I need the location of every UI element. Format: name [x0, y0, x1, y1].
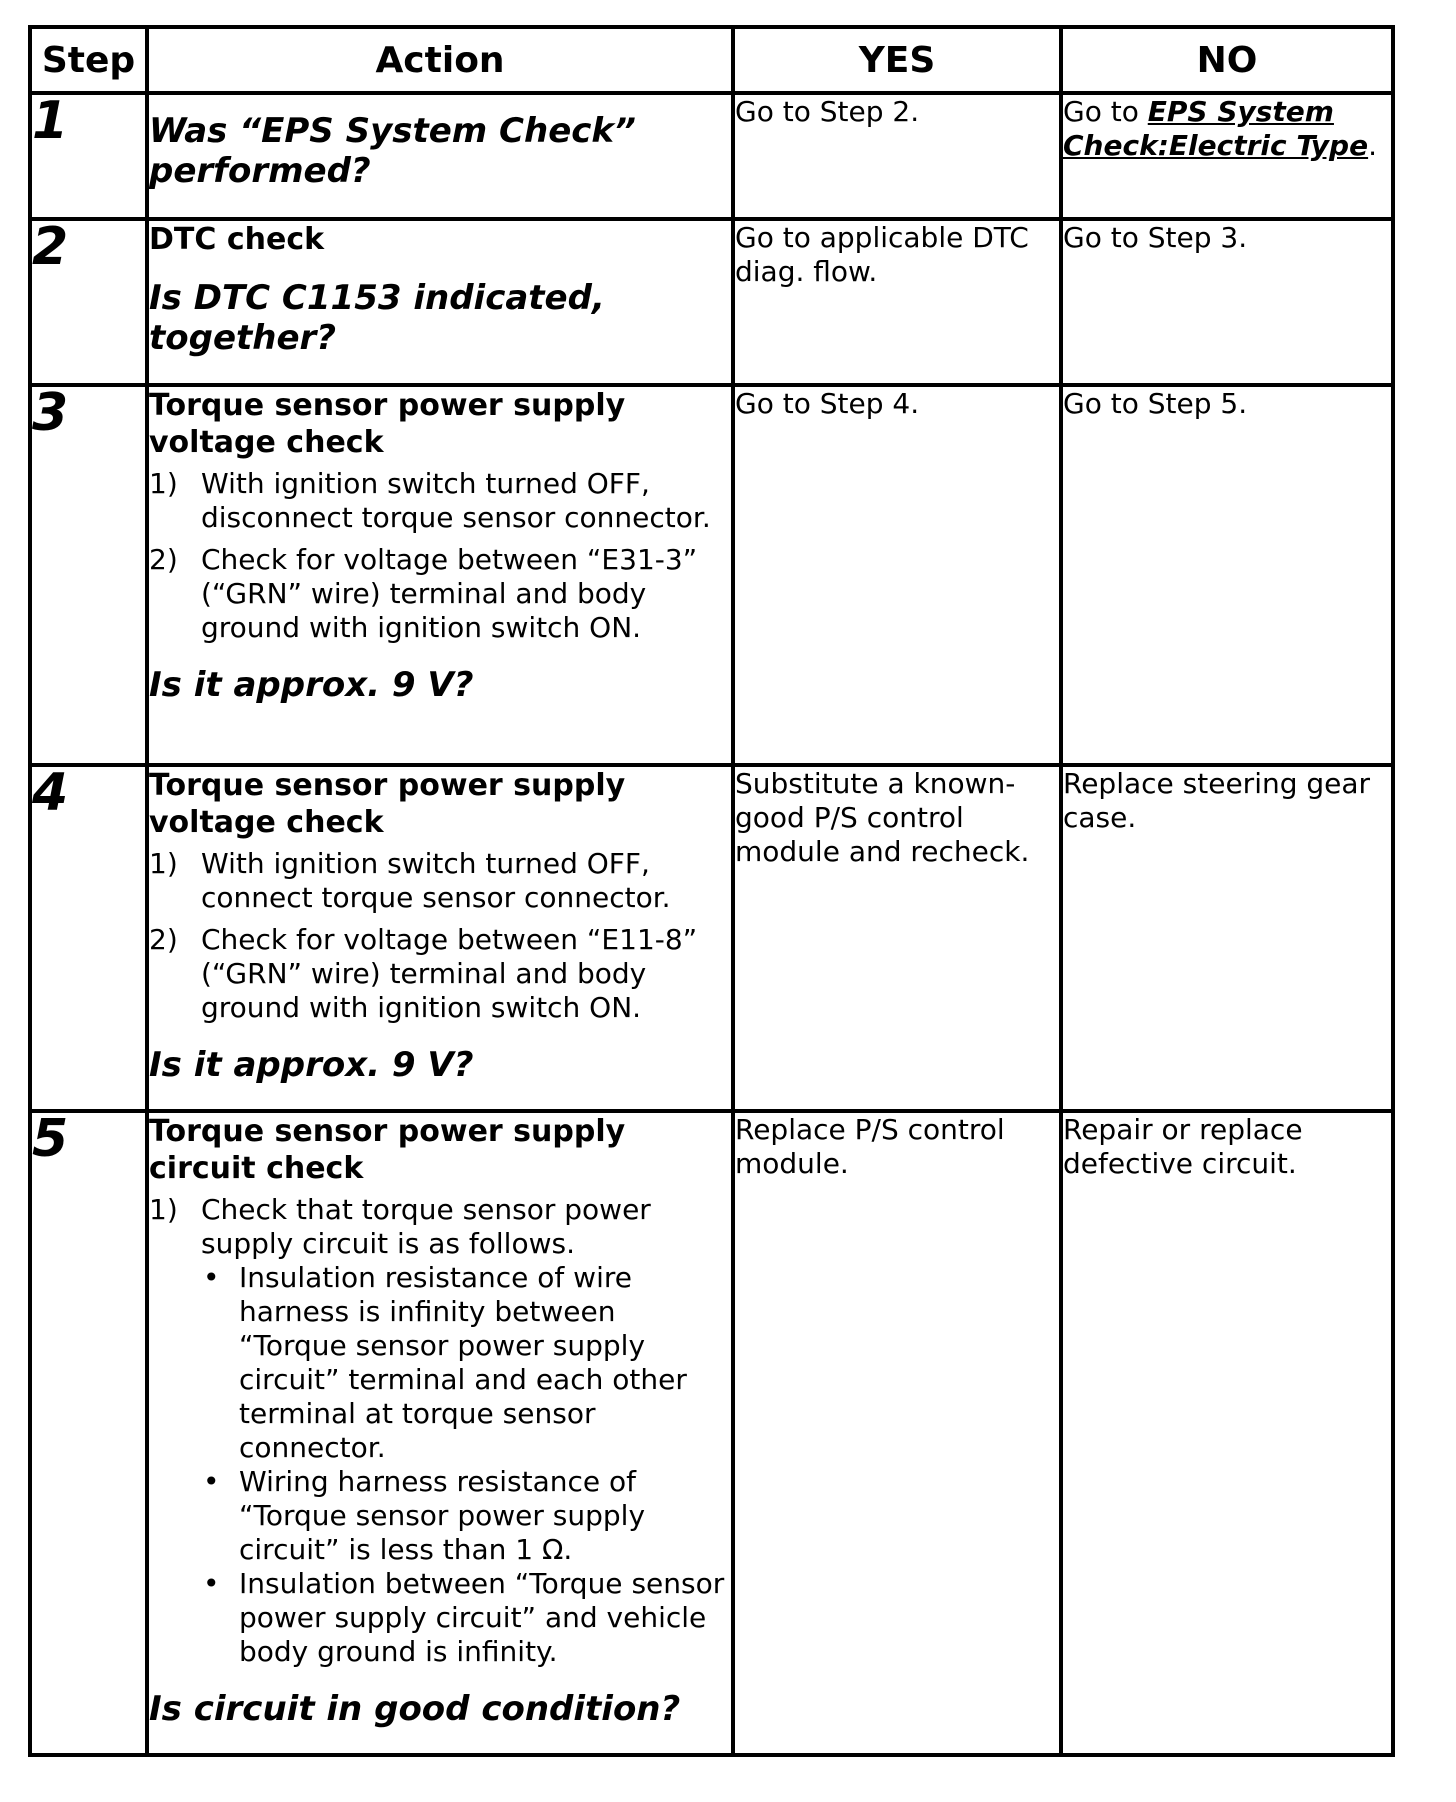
condition-list: [201, 1261, 731, 1669]
eps-system-check-link[interactable]: EPS System Check:Electric Type: [1063, 95, 1369, 162]
list-item-number: 1): [149, 467, 178, 500]
action-cell: [147, 1111, 733, 1755]
step-number: 2: [30, 219, 147, 385]
table-row-step-1: [30, 93, 1393, 219]
yes-cell: Go to Step 2.: [733, 93, 1061, 219]
table-row-step-4: [30, 765, 1393, 1111]
step-number: 4: [30, 765, 147, 1111]
action-heading: DTC check: [149, 222, 325, 257]
no-prefix: Go to: [1063, 95, 1148, 128]
bullet-item: [201, 1261, 731, 1465]
header-action: Action: [147, 27, 733, 93]
list-item-text: With ignition switch turned OFF, connect torque sensor connector.: [201, 847, 671, 914]
bullet-icon: •: [203, 1261, 220, 1294]
list-item-number: 1): [149, 847, 178, 880]
yes-cell: Go to applicable DTC diag. flow.: [733, 219, 1061, 385]
list-item-number: 1): [149, 1193, 178, 1226]
list-item: [149, 923, 731, 1025]
header-row: [30, 27, 1393, 93]
action-heading: Torque sensor power supply voltage check: [149, 388, 626, 460]
table-row-step-2: [30, 219, 1393, 385]
list-item-body: [201, 1193, 731, 1669]
action-cell: [147, 219, 733, 385]
procedure-list: [149, 847, 731, 1025]
no-cell: Repair or replace defective circuit.: [1061, 1111, 1393, 1755]
yes-cell: Go to Step 4.: [733, 385, 1061, 765]
no-cell: Replace steering gear case.: [1061, 765, 1393, 1111]
action-cell: [147, 385, 733, 765]
list-item-number: 2): [149, 543, 178, 576]
bullet-icon: •: [203, 1567, 220, 1600]
step-number: 1: [30, 93, 147, 219]
yes-cell: Substitute a known-good P/S control module and recheck.: [733, 765, 1061, 1111]
question-text: Is circuit in good condition?: [149, 1689, 681, 1729]
list-item-text: With ignition switch turned OFF, disconnect torque sensor connector.: [201, 467, 711, 534]
list-item-text: Check for voltage between “E31-3” (“GRN” wire) terminal and body ground with ignition switch ON.: [201, 543, 698, 644]
table-row-step-5: [30, 1111, 1393, 1755]
bullet-icon: •: [203, 1465, 220, 1498]
bullet-text: Insulation resistance of wire harness is infinity between “Torque sensor power supply circuit” terminal and each other terminal at torque sensor connector.: [239, 1261, 687, 1464]
step-number: 5: [30, 1111, 147, 1755]
no-suffix: .: [1368, 129, 1377, 162]
step-number: 3: [30, 385, 147, 765]
bullet-item: [201, 1465, 731, 1567]
diagnostic-flow-table: [28, 25, 1395, 1757]
list-item: [149, 847, 731, 915]
no-cell: Go to Step 3.: [1061, 219, 1393, 385]
action-heading: Torque sensor power supply circuit check: [149, 1114, 626, 1186]
question-text: Is it approx. 9 V?: [149, 665, 474, 705]
bullet-text: Wiring harness resistance of “Torque sensor power supply circuit” is less than 1 Ω.: [239, 1465, 646, 1566]
procedure-list: [149, 467, 731, 645]
list-item: [149, 467, 731, 535]
question-text: Is DTC C1153 indicated, together?: [149, 278, 605, 358]
bullet-text: Insulation between “Torque sensor power supply circuit” and vehicle body ground is infinity.: [239, 1567, 725, 1668]
no-cell: Go to Step 5.: [1061, 385, 1393, 765]
no-cell: [1061, 93, 1393, 219]
list-item-number: 2): [149, 923, 178, 956]
yes-cell: Replace P/S control module.: [733, 1111, 1061, 1755]
action-heading: Torque sensor power supply voltage check: [149, 768, 626, 840]
question-text: Was “EPS System Check” performed?: [149, 111, 636, 191]
list-item-text: Check for voltage between “E11-8” (“GRN” wire) terminal and body ground with ignition switch ON.: [201, 923, 698, 1024]
header-step: Step: [30, 27, 147, 93]
header-yes: YES: [733, 27, 1061, 93]
question-text: Is it approx. 9 V?: [149, 1045, 474, 1085]
procedure-list: [149, 1193, 731, 1669]
table-row-step-3: [30, 385, 1393, 765]
bullet-item: [201, 1567, 731, 1669]
action-cell: [147, 765, 733, 1111]
list-item-text: Check that torque sensor power supply circuit is as follows.: [201, 1193, 651, 1260]
list-item: [149, 543, 731, 645]
list-item: [149, 1193, 731, 1669]
action-cell: [147, 93, 733, 219]
header-no: NO: [1061, 27, 1393, 93]
